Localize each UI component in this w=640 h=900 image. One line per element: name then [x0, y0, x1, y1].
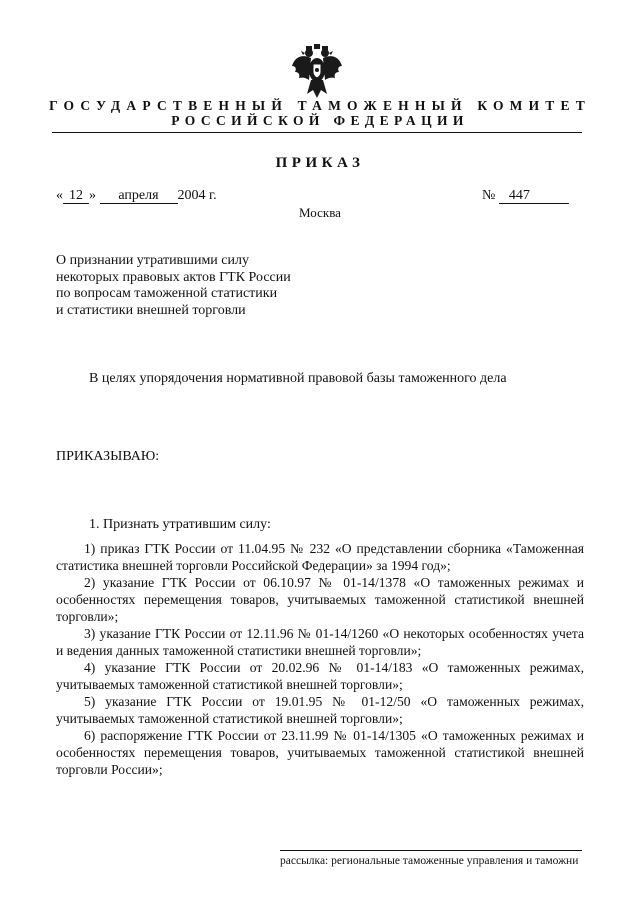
header-divider — [52, 132, 582, 133]
list-item: 2) указание ГТК России от 06.10.97 № 01-14/1378 «О таможенных режимах и особенностях перемещения товаров, учитываемых таможенной статистикой внешней торговли»; — [56, 575, 584, 624]
document-date — [56, 188, 217, 204]
org-name-line-1: ГОСУДАРСТВЕННЫЙ ТАМОЖЕННЫЙ КОМИТЕТ — [49, 98, 591, 113]
subject-line: по вопросам таможенной статистики — [56, 286, 278, 301]
double-headed-eagle-icon — [291, 44, 343, 100]
list-item: 4) указание ГТК России от 20.02.96 № 01-14/183 «О таможенных режимах, учитываемых таможенной статистикой внешней торговли»; — [56, 660, 584, 692]
number-label: № — [482, 188, 496, 203]
list-item: 3) указание ГТК России от 12.11.96 № 01-14/1260 «О некоторых особенностях учета и ведения данных таможенной статистики внешней торговли»; — [56, 626, 584, 658]
date-open-quote: « — [56, 188, 63, 203]
document-title: ПРИКАЗ — [275, 155, 365, 171]
preamble: В целях упорядочения нормативной правовой базы таможенного дела — [89, 371, 507, 386]
date-month: апреля — [100, 189, 178, 204]
subject-line: О признании утратившими силу — [56, 253, 249, 268]
date-day: 12 — [63, 189, 89, 204]
point-1-heading: 1. Признать утратившим силу: — [89, 517, 271, 532]
list-item: 1) приказ ГТК России от 11.04.95 № 232 «О представлении сборника «Таможенная статистика внешней торговли Российской Федерации» за 1994 год»; — [56, 541, 584, 573]
org-name-line-2: РОССИЙСКОЙ ФЕДЕРАЦИИ — [171, 113, 469, 128]
list-item: 5) указание ГТК России от 19.01.95 № 01-12/50 «О таможенных режимах, учитываемых таможенной статистикой внешней торговли»; — [56, 694, 584, 726]
order-word: ПРИКАЗЫВАЮ: — [56, 449, 160, 464]
date-close-quote: » — [89, 188, 96, 203]
mailing-list-note: рассылка: региональные таможенные управления и таможни — [280, 855, 579, 867]
date-year: 2004 г. — [177, 188, 217, 203]
footer-divider — [280, 850, 582, 851]
list-item: 6) распоряжение ГТК России от 23.11.99 № 01-14/1305 «О таможенных режимах и особенностях перемещения товаров, учитываемых таможенной статистикой внешней торговли России»; — [56, 728, 584, 777]
document-number — [482, 188, 569, 204]
number-value: 447 — [499, 189, 569, 204]
subject-line: и статистики внешней торговли — [56, 302, 246, 318]
subject-line: некоторых правовых актов ГТК России — [56, 269, 291, 285]
repealed-acts-list — [56, 540, 584, 778]
document-subject — [56, 253, 291, 319]
document-city: Москва — [299, 205, 341, 220]
